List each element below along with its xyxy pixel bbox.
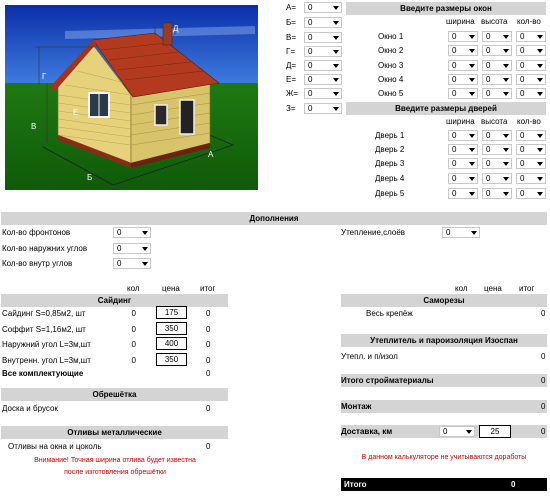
chevron-down-icon (537, 64, 543, 68)
chevron-down-icon (503, 78, 509, 82)
chevron-down-icon (537, 92, 543, 96)
col-qty-right: кол (455, 284, 468, 293)
window-label: Окно 1 (378, 32, 404, 41)
chevron-down-icon (469, 92, 475, 96)
house-illustration (5, 5, 258, 190)
screws-title: Саморезы (341, 294, 547, 307)
door-qty-select[interactable]: 0 (516, 188, 546, 199)
grand-total: 0 (511, 480, 516, 489)
dim-label: Г= (286, 47, 296, 56)
chevron-down-icon (537, 148, 543, 152)
doors-col-width: ширина (446, 117, 475, 126)
window-width-select[interactable]: 0 (448, 45, 478, 56)
windows-col-height: высота (481, 17, 508, 26)
chevron-down-icon (503, 134, 509, 138)
grand-total-row (341, 478, 547, 491)
insul-row-label: Утепл. и п/изол (341, 352, 398, 361)
inner-corners-label: Кол-во внутр углов (2, 259, 73, 268)
siding-row-label: Сайдинг S=0,85м2, шт (2, 309, 86, 318)
chevron-down-icon (537, 35, 543, 39)
door-width-select[interactable]: 0 (448, 158, 478, 169)
siding-price-input[interactable]: 350 (156, 322, 187, 335)
delivery-km-select[interactable]: 0 (439, 426, 475, 437)
chevron-down-icon (469, 134, 475, 138)
chevron-down-icon (503, 177, 509, 181)
chevron-down-icon (469, 64, 475, 68)
window-width-select[interactable]: 0 (448, 74, 478, 85)
siding-row-qty: 0 (131, 356, 136, 365)
window-qty-select[interactable]: 0 (516, 88, 546, 99)
doors-col-qty: кол-во (517, 117, 541, 126)
door-qty-select[interactable]: 0 (516, 130, 546, 141)
siding-row-total: 0 (206, 356, 211, 365)
siding-row-qty: 0 (131, 325, 136, 334)
mount-row (341, 400, 547, 413)
chevron-down-icon (333, 78, 339, 82)
dim-select[interactable]: 0 (304, 32, 342, 43)
windows-col-qty: кол-во (517, 17, 541, 26)
insul-title: Утеплитель и пароизоляция Изоспан (341, 334, 547, 347)
chevron-down-icon (503, 49, 509, 53)
chevron-down-icon (471, 231, 477, 235)
chevron-down-icon (469, 162, 475, 166)
chevron-down-icon (537, 78, 543, 82)
window-qty-select[interactable]: 0 (516, 45, 546, 56)
window-height-select[interactable]: 0 (482, 88, 512, 99)
window-label: Окно 4 (378, 75, 404, 84)
dim-select[interactable]: 0 (304, 2, 342, 13)
chevron-down-icon (333, 64, 339, 68)
siding-row-total: 0 (206, 309, 211, 318)
door-qty-select[interactable]: 0 (516, 173, 546, 184)
dim-letter-b: Б (87, 173, 93, 182)
dim-select[interactable]: 0 (304, 88, 342, 99)
screws-row-total: 0 (541, 309, 546, 318)
chevron-down-icon (333, 107, 339, 111)
chevron-down-icon (469, 192, 475, 196)
insulation-label: Утепление,слоёв (341, 228, 406, 237)
outer-corners-label: Кол-во наружних углов (2, 244, 88, 253)
siding-row-qty: 0 (131, 309, 136, 318)
drips-row-total: 0 (206, 442, 211, 451)
chevron-down-icon (333, 21, 339, 25)
window-qty-select[interactable]: 0 (516, 74, 546, 85)
materials-total: 0 (541, 376, 546, 385)
dim-letter-e: Е (73, 108, 79, 117)
dim-select[interactable]: 0 (304, 46, 342, 57)
window-qty-select[interactable]: 0 (516, 31, 546, 42)
door-width-select[interactable]: 0 (448, 130, 478, 141)
chevron-down-icon (503, 64, 509, 68)
chevron-down-icon (469, 148, 475, 152)
siding-title: Сайдинг (1, 294, 228, 307)
door-height-select[interactable]: 0 (482, 130, 512, 141)
siding-row-label: Наружний угол L=3м,шт (2, 340, 91, 349)
door-qty-select[interactable]: 0 (516, 158, 546, 169)
siding-row-total: 0 (206, 340, 211, 349)
window-height-select[interactable]: 0 (482, 60, 512, 71)
window-height-select[interactable]: 0 (482, 45, 512, 56)
siding-row-label: Внутренн. угол L=3м,шт (2, 356, 91, 365)
mount-total: 0 (541, 402, 546, 411)
dim-select[interactable]: 0 (304, 74, 342, 85)
dim-label: Ж= (286, 89, 299, 98)
siding-row-qty: 0 (131, 340, 136, 349)
door-label: Дверь 3 (375, 159, 405, 168)
door-width-select[interactable]: 0 (448, 188, 478, 199)
dim-label: Д= (286, 61, 297, 70)
siding-row-total: 0 (206, 325, 211, 334)
dim-label: Е= (286, 75, 297, 84)
screws-row-label: Весь крепёж (366, 309, 413, 318)
outer-corners-select[interactable]: 0 (113, 243, 151, 254)
dim-label: Б= (286, 18, 296, 27)
door-label: Дверь 4 (375, 174, 405, 183)
dim-letter-g: Г (42, 72, 47, 81)
chevron-down-icon (333, 92, 339, 96)
door-label: Дверь 1 (375, 131, 405, 140)
chevron-down-icon (469, 177, 475, 181)
door-height-select[interactable]: 0 (482, 158, 512, 169)
additions-title: Дополнения (1, 212, 547, 225)
siding-row-label: Соффит S=1,16м2, шт (2, 325, 86, 334)
col-price-left: цена (162, 284, 180, 293)
chevron-down-icon (503, 92, 509, 96)
dim-label: З= (286, 104, 296, 113)
door-width-select[interactable]: 0 (448, 144, 478, 155)
chevron-down-icon (503, 35, 509, 39)
mount-label: Монтаж (341, 402, 372, 411)
chevron-down-icon (142, 247, 148, 251)
battens-title: Обрешётка (1, 388, 228, 401)
window-label: Окно 2 (378, 46, 404, 55)
siding-price-input[interactable]: 400 (156, 337, 187, 350)
door-height-select[interactable]: 0 (482, 173, 512, 184)
window-height-select[interactable]: 0 (482, 74, 512, 85)
drips-title: Отливы металлические (1, 426, 228, 439)
window-label: Окно 5 (378, 89, 404, 98)
chevron-down-icon (537, 162, 543, 166)
chevron-down-icon (537, 134, 543, 138)
insul-row-total: 0 (541, 352, 546, 361)
siding-all-label: Все комплектующие (2, 369, 84, 378)
col-total-left: итог (200, 284, 216, 293)
inner-corners-select[interactable]: 0 (113, 258, 151, 269)
door-label: Дверь 5 (375, 189, 405, 198)
dim-letter-v: В (31, 122, 37, 131)
drips-row-label: Отливы на окна и цоколь (8, 442, 102, 451)
door-height-select[interactable]: 0 (482, 144, 512, 155)
chevron-down-icon (333, 50, 339, 54)
siding-price-input[interactable]: 350 (156, 353, 187, 366)
delivery-total: 0 (541, 427, 546, 436)
chevron-down-icon (537, 177, 543, 181)
chevron-down-icon (142, 262, 148, 266)
delivery-label: Доставка, км (341, 427, 393, 436)
window-label: Окно 3 (378, 61, 404, 70)
materials-row (341, 374, 547, 387)
window-width-select[interactable]: 0 (448, 31, 478, 42)
recalc-note: В данном калькуляторе не учитываются доработы (361, 454, 527, 461)
gables-select[interactable]: 0 (113, 227, 151, 238)
dim-letter-d: Д (173, 24, 179, 33)
window-width-select[interactable]: 0 (448, 88, 478, 99)
delivery-price-input[interactable]: 25 (479, 425, 511, 438)
grand-label: Итого (344, 480, 367, 489)
chevron-down-icon (503, 162, 509, 166)
dim-letter-a: А (208, 150, 214, 159)
chevron-down-icon (503, 192, 509, 196)
chevron-down-icon (469, 35, 475, 39)
door-height-select[interactable]: 0 (482, 188, 512, 199)
dim-label: А= (286, 3, 297, 12)
doors-col-height: высота (481, 117, 508, 126)
drips-warning-line1: Внимание! Точная ширина отлива будет известна (34, 457, 196, 464)
windows-col-width: ширина (446, 17, 475, 26)
dim-label: В= (286, 33, 297, 42)
siding-all-total: 0 (206, 369, 211, 378)
chevron-down-icon (537, 192, 543, 196)
door-width-select[interactable]: 0 (448, 173, 478, 184)
col-total-right: итог (519, 284, 535, 293)
door-label: Дверь 2 (375, 145, 405, 154)
windows-title: Введите размеры окон (346, 2, 546, 15)
door-qty-select[interactable]: 0 (516, 144, 546, 155)
chevron-down-icon (466, 430, 472, 434)
dim-select[interactable]: 0 (304, 103, 342, 114)
battens-row-label: Доска и брусок (2, 404, 58, 413)
window-width-select[interactable]: 0 (448, 60, 478, 71)
battens-row-total: 0 (206, 404, 211, 413)
chevron-down-icon (503, 148, 509, 152)
window-height-select[interactable]: 0 (482, 31, 512, 42)
chevron-down-icon (142, 231, 148, 235)
col-qty-left: кол (127, 284, 140, 293)
window-qty-select[interactable]: 0 (516, 60, 546, 71)
drips-warning-line2: после изготовления обрешётки (64, 469, 166, 476)
siding-price-input[interactable]: 175 (156, 306, 187, 319)
chevron-down-icon (537, 49, 543, 53)
chevron-down-icon (469, 78, 475, 82)
materials-label: Итого стройматериалы (341, 376, 434, 385)
chevron-down-icon (333, 36, 339, 40)
col-price-right: цена (484, 284, 502, 293)
dim-select[interactable]: 0 (304, 60, 342, 71)
doors-title: Введите размеры дверей (346, 102, 546, 115)
dim-select[interactable]: 0 (304, 17, 342, 28)
gables-label: Кол-во фронтонов (2, 228, 71, 237)
insulation-select[interactable]: 0 (442, 227, 480, 238)
chevron-down-icon (333, 6, 339, 10)
chevron-down-icon (469, 49, 475, 53)
